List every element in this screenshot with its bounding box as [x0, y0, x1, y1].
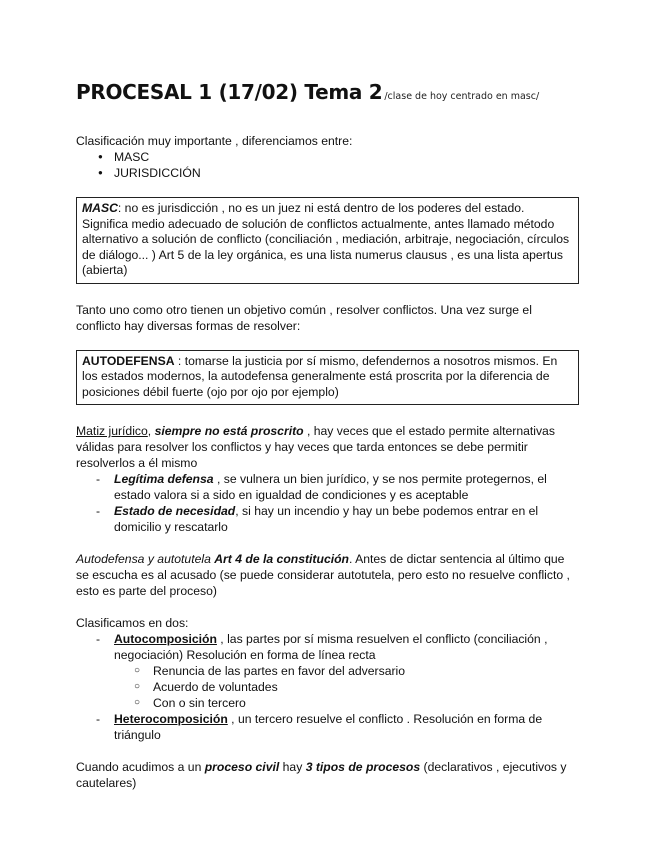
list-item: ○ Renuncia de las partes en favor del adversario: [114, 663, 579, 679]
proceso-mid: hay: [279, 760, 306, 774]
matiz-emph: siempre no está proscrito: [154, 424, 304, 438]
autotutela-emph: Art 4 de la constitución: [214, 552, 349, 566]
legitima-defensa-term: Legítima defensa: [114, 472, 214, 486]
legitima-defensa-text: , se vulnera un bien jurídico, y se nos permite protegernos, el estado valora si a sido en igualdad de condiciones y es aceptable: [114, 472, 547, 502]
list-item: ○ Acuerdo de voluntades: [114, 679, 579, 695]
list-item: [76, 631, 579, 711]
masc-term: MASC: [82, 201, 118, 215]
proceso-pre: Cuando acudimos a un: [76, 760, 205, 774]
autodefensa-term: AUTODEFENSA: [82, 353, 175, 368]
common-goal-text: Tanto uno como otro tienen un objetivo común , resolver conflictos. Una vez surge el conflicto hay diversas formas de resolver:: [76, 302, 532, 333]
matiz-paragraph: [76, 423, 579, 471]
autotutela-paragraph: [76, 551, 579, 599]
clasificamos-text: Clasificamos en dos:: [76, 616, 189, 630]
common-goal-section: [76, 302, 579, 334]
intro-item-masc: ● MASC: [76, 149, 579, 165]
autodefensa-box: [76, 350, 579, 406]
autocomposicion-sublist: [114, 663, 579, 711]
matiz-text: , hay veces que el estado permite alternativas válidas para resolver los conflictos y hay veces que tarda entonces se debe permitir resolverlos a él mismo: [76, 424, 555, 470]
clasificamos-section: [76, 615, 579, 743]
list-item: ○ Con o sin tercero: [114, 695, 579, 711]
proceso-text: (declarativos , ejecutivos y cautelares): [76, 760, 567, 790]
estado-necesidad-term: Estado de necesidad: [114, 504, 236, 518]
matiz-sep: ,: [147, 424, 155, 438]
matiz-section: [76, 423, 579, 535]
heterocomposicion-text: , un tercero resuelve el conflicto . Resolución en forma de triángulo: [114, 712, 543, 742]
intro-section: [76, 133, 579, 181]
autotutela-italic: Autodefensa y autotutela: [76, 552, 211, 566]
autodefensa-text: : tomarse la justicia por sí mismo, defendernos a nosotros mismos. En los estados modernos, la autodefensa generalmente está proscrita por la diferencia de posiciones débil fuerte (ojo por ojo por ejemplo): [82, 353, 558, 399]
heterocomposicion-term: Heterocomposición: [114, 712, 228, 726]
clasificamos-list: [76, 631, 579, 743]
masc-box: [76, 197, 579, 284]
proceso-section: [76, 759, 579, 791]
autotutela-section: [76, 551, 579, 599]
title-subtitle: /clase de hoy centrado en masc/: [384, 91, 540, 102]
estado-necesidad-text: , si hay un incendio y hay un bebe podemos entrar en el domicilio y rescatarlo: [114, 504, 539, 534]
autocomposicion-text: , las partes por sí misma resuelven el conflicto (conciliación , negociación) Resolución en forma de línea recta: [114, 632, 548, 662]
list-item: [76, 471, 579, 503]
matiz-term: Matiz jurídico: [76, 424, 148, 438]
intro-item-jurisdiccion: ● JURISDICCIÓN: [76, 165, 579, 181]
proceso-emph1: proceso civil: [204, 760, 280, 774]
masc-text: : no es jurisdicción , no es un juez ni está dentro de los poderes del estado. Significa medio adecuado de solución de conflictos actualmente, antes llamado método alternativo a solución de conflicto (conciliación , mediación, arbitraje, negociación, círculos de diálogo... ) Art 5 de la ley orgánica, es una lista numerus clausus , es una lista apertus (abierta): [82, 201, 570, 277]
list-item: [76, 711, 579, 743]
list-item: [76, 503, 579, 535]
matiz-list: [76, 471, 579, 535]
autotutela-text: . Antes de dictar sentencia al último que se escucha es al acusado (se puede considerar autotutela, pero esto no resuelve conflicto , esto es parte del proceso): [76, 552, 570, 598]
title-main: PROCESAL 1 (17/02) Tema 2: [76, 80, 383, 104]
intro-text: Clasificación muy importante , diferenciamos entre:: [76, 134, 353, 148]
intro-list: [76, 149, 579, 181]
autocomposicion-term: Autocomposición: [114, 632, 217, 646]
page-title: [76, 78, 579, 111]
proceso-paragraph: [76, 759, 579, 791]
proceso-emph2: 3 tipos de procesos: [305, 760, 421, 774]
